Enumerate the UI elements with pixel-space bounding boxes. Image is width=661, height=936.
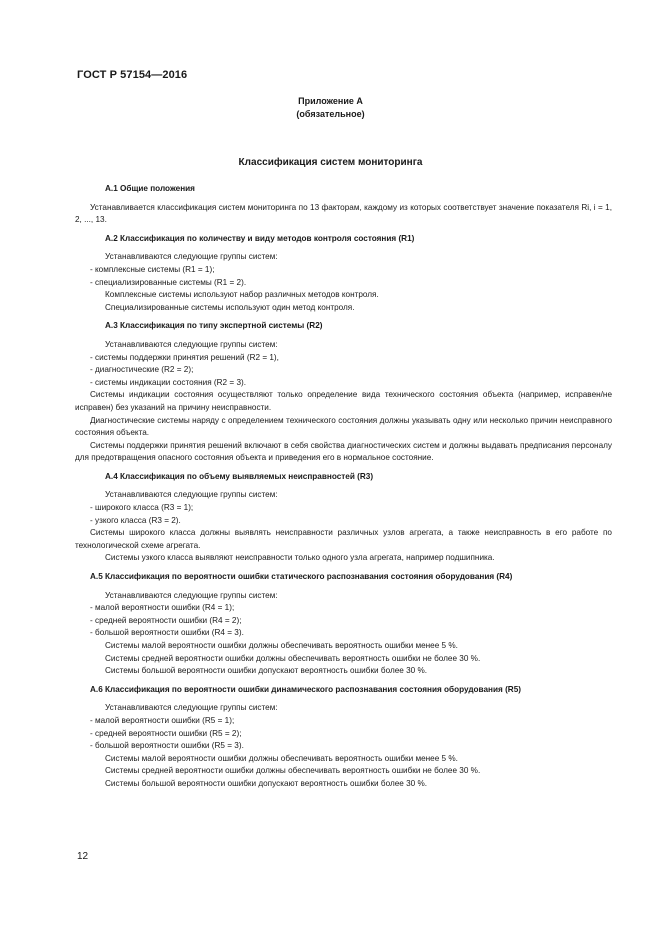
paragraph: Системы большой вероятности ошибки допускают вероятность ошибки более 30 %. — [105, 778, 428, 788]
paragraph: Устанавливаются следующие группы систем: — [105, 252, 278, 262]
paragraph: Системы широкого класса должны выявлять неисправности различных узлов агрегата, а также неисправность в его работе по технологической схеме агрегата. — [75, 528, 612, 550]
paragraph: Устанавливается классификация систем мониторинга по 13 факторам, каждому из которых соответствует значение показателя Ri, i = 1, 2, ..., 13. — [75, 202, 612, 225]
paragraph: Системы средней вероятности ошибки должны обеспечивать вероятность ошибки не более 30 %. — [105, 653, 481, 663]
paragraph: Системы поддержки принятия решений включают в себя свойства диагностических систем и должны выдавать предписания персоналу для предотвращения опасного состояния объекта и приведения его в нормальное состояние. — [75, 440, 612, 463]
section-heading-a1: А.1 Общие положения — [105, 184, 195, 193]
list-item: - малой вероятности ошибки (R5 = 1); — [90, 715, 235, 725]
list-item: - комплексные системы (R1 = 1); — [90, 264, 215, 274]
list-item: - большой вероятности ошибки (R4 = 3). — [90, 628, 244, 638]
list-item: - системы индикации состояния (R2 = 3). — [90, 377, 246, 387]
list-item: - специализированные системы (R1 = 2). — [90, 277, 247, 287]
section-heading-a3: А.3 Классификация по типу экспертной системы (R2) — [105, 321, 323, 331]
paragraph: Устанавливаются следующие группы систем: — [105, 490, 278, 500]
list-item: - диагностические (R2 = 2); — [90, 365, 194, 375]
section-heading-a2: А.2 Классификация по количеству и виду методов контроля состояния (R1) — [105, 233, 415, 243]
document-header: ГОСТ Р 57154—2016 — [77, 69, 188, 81]
section-heading-a4: А.4 Классификация по объему выявляемых неисправностей (R3) — [105, 471, 374, 481]
section-heading-a6: А.6 Классификация по вероятности ошибки динамического распознавания состояния оборудования (R5) — [90, 684, 521, 694]
paragraph: Комплексные системы используют набор различных методов контроля. — [105, 290, 379, 300]
paragraph: Системы большой вероятности ошибки допускают вероятность ошибки более 30 %. — [105, 666, 428, 676]
document-body — [75, 183, 612, 791]
list-item: - средней вероятности ошибки (R5 = 2); — [90, 728, 242, 738]
list-item: - малой вероятности ошибки (R4 = 1); — [90, 603, 235, 613]
paragraph: Устанавливаются следующие группы систем: — [105, 703, 278, 713]
list-item: - широкого класса (R3 = 1); — [90, 503, 194, 513]
paragraph: Специализированные системы используют один метод контроля. — [105, 302, 355, 312]
paragraph: Системы узкого класса выявляют неисправности только одного узла агрегата, например подшипника. — [105, 553, 495, 563]
list-item: - большой вероятности ошибки (R5 = 3). — [90, 741, 244, 751]
paragraph: Системы средней вероятности ошибки должны обеспечивать вероятность ошибки не более 30 %. — [105, 766, 481, 776]
paragraph: Системы индикации состояния осуществляют только определение вида технического состояния объекта (например, исправен/не исправен) без указаний на причину неисправности. — [75, 390, 612, 412]
appendix-type: (обязательное) — [296, 109, 365, 119]
list-item: - системы поддержки принятия решений (R2 = 1), — [90, 352, 279, 362]
appendix-label: Приложение А — [298, 96, 363, 106]
appendix-title: Классификация систем мониторинга — [238, 157, 423, 168]
paragraph: Системы малой вероятности ошибки должны обеспечивать вероятность ошибки менее 5 %. — [105, 753, 458, 763]
list-item: - узкого класса (R3 = 2). — [90, 515, 181, 525]
paragraph: Устанавливаются следующие группы систем: — [105, 590, 278, 600]
paragraph: Устанавливаются следующие группы систем: — [105, 339, 278, 349]
list-item: - средней вероятности ошибки (R4 = 2); — [90, 615, 242, 625]
section-heading-a5: А.5 Классификация по вероятности ошибки статического распознавания состояния оборудования (R4) — [90, 572, 513, 582]
paragraph: Системы малой вероятности ошибки должны обеспечивать вероятность ошибки менее 5 %. — [105, 641, 458, 650]
page-number: 12 — [77, 851, 89, 862]
paragraph: Диагностические системы наряду с определением технического состояния должны указывать одну или несколько причин неисправного состояния объекта. — [75, 415, 612, 438]
